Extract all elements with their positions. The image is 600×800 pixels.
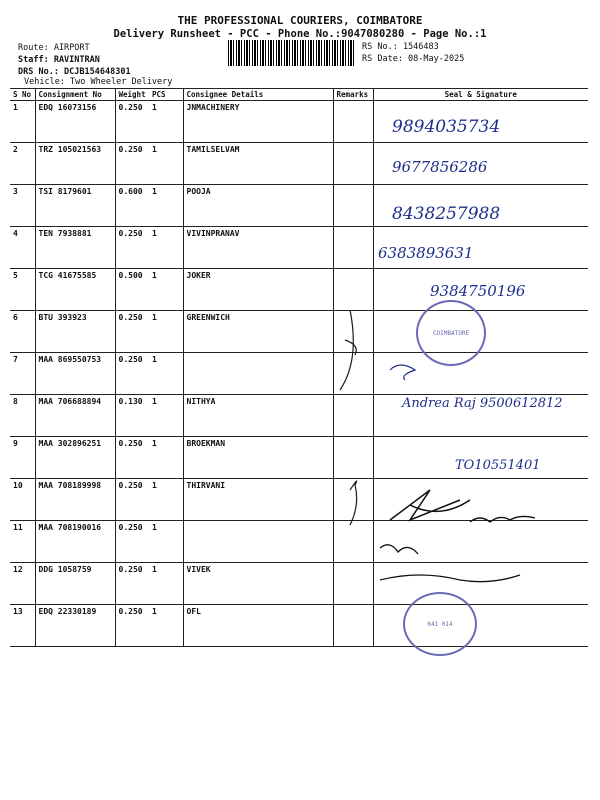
row-pcs: 1: [149, 563, 183, 605]
row-pcs: 1: [149, 521, 183, 563]
row-pcs: 1: [149, 605, 183, 647]
signature-9: TO10551401: [455, 458, 541, 473]
table-header: [10, 89, 588, 101]
row-pcs: 1: [149, 395, 183, 437]
col-weight: Weight: [115, 89, 149, 101]
row-weight: 0.250: [115, 143, 149, 185]
col-consignee: Consignee Details: [183, 89, 333, 101]
row-consignment-no: TRZ 105021563: [35, 143, 115, 185]
col-remarks: Remarks: [333, 89, 373, 101]
row-consignee: VIVINPRANAV: [183, 227, 333, 269]
row-pcs: 1: [149, 437, 183, 479]
row-remarks: [333, 101, 373, 143]
row-consignee: JOKER: [183, 269, 333, 311]
row-consignment-no: EDQ 16073156: [35, 101, 115, 143]
row-consignment-no: DDG 1058759: [35, 563, 115, 605]
rs-number: RS No.: 1546483: [362, 42, 439, 52]
row-sno: 5: [10, 269, 35, 311]
row-pcs: 1: [149, 479, 183, 521]
col-consignment: Consignment No: [35, 89, 115, 101]
signature-3: 8438257988: [392, 204, 501, 224]
row-sno: 8: [10, 395, 35, 437]
seal-stamp-2: 641 014: [403, 592, 477, 656]
row-remarks: [333, 227, 373, 269]
row-consignment-no: MAA 869550753: [35, 353, 115, 395]
row-consignment-no: EDQ 22330189: [35, 605, 115, 647]
table-row: [10, 185, 588, 227]
row-pcs: 1: [149, 311, 183, 353]
row-sno: 10: [10, 479, 35, 521]
table-row: [10, 227, 588, 269]
row-consignment-no: MAA 302896251: [35, 437, 115, 479]
row-consignee: GREENWICH: [183, 311, 333, 353]
row-consignment-no: MAA 708189998: [35, 479, 115, 521]
row-sno: 2: [10, 143, 35, 185]
row-weight: 0.500: [115, 269, 149, 311]
row-pcs: 1: [149, 185, 183, 227]
col-signature: Seal & Signature: [373, 89, 588, 101]
runsheet-subtitle: Delivery Runsheet - PCC - Phone No.:9047080280 - Page No.:1: [113, 28, 487, 40]
row-weight: 0.250: [115, 479, 149, 521]
row-pcs: 1: [149, 269, 183, 311]
row-consignment-no: BTU 393923: [35, 311, 115, 353]
row-sno: 9: [10, 437, 35, 479]
row-weight: 0.250: [115, 101, 149, 143]
table-row: [10, 143, 588, 185]
signature-4: 6383893631: [378, 244, 474, 262]
table-row: [10, 101, 588, 143]
row-weight: 0.250: [115, 521, 149, 563]
row-consignment-no: MAA 708190016: [35, 521, 115, 563]
row-remarks: [333, 143, 373, 185]
row-consignee: JNMACHINERY: [183, 101, 333, 143]
row-consignee: [183, 353, 333, 395]
row-consignee: VIVEK: [183, 563, 333, 605]
row-weight: 0.250: [115, 227, 149, 269]
row-consignee: THIRVANI: [183, 479, 333, 521]
row-consignment-no: MAA 706688894: [35, 395, 115, 437]
row-weight: 0.250: [115, 563, 149, 605]
company-title: THE PROFESSIONAL COURIERS, COIMBATORE: [177, 14, 423, 27]
row-weight: 0.600: [115, 185, 149, 227]
row-sno: 6: [10, 311, 35, 353]
signature-2: 9677856286: [392, 158, 488, 176]
vehicle: Vehicle: Two Wheeler Delivery: [24, 77, 173, 87]
row-pcs: 1: [149, 227, 183, 269]
row-pcs: 1: [149, 101, 183, 143]
row-weight: 0.250: [115, 311, 149, 353]
signature-5: 9384750196: [430, 282, 526, 300]
row-weight: 0.130: [115, 395, 149, 437]
row-sno: 3: [10, 185, 35, 227]
route: Route: AIRPORT: [18, 43, 90, 53]
drs-number: DRS No.: DCJB154648301: [18, 67, 131, 77]
row-consignee: OFL: [183, 605, 333, 647]
rs-date: RS Date: 08-May-2025: [362, 54, 465, 64]
row-remarks: [333, 185, 373, 227]
row-sno: 12: [10, 563, 35, 605]
row-consignment-no: TEN 7938881: [35, 227, 115, 269]
row-sno: 1: [10, 101, 35, 143]
staff: Staff: RAVINTRAN: [18, 55, 100, 65]
row-pcs: 1: [149, 143, 183, 185]
row-consignee: NITHYA: [183, 395, 333, 437]
row-consignee: BROEKMAN: [183, 437, 333, 479]
col-pcs: PCS: [149, 89, 183, 101]
row-sno: 7: [10, 353, 35, 395]
seal-stamp-1: COIMBATORE: [416, 300, 486, 366]
row-sno: 4: [10, 227, 35, 269]
row-consignee: [183, 521, 333, 563]
row-sno: 11: [10, 521, 35, 563]
row-weight: 0.250: [115, 437, 149, 479]
row-weight: 0.250: [115, 353, 149, 395]
row-consignment-no: TSI 8179601: [35, 185, 115, 227]
signature-1: 9894035734: [392, 117, 501, 137]
row-pcs: 1: [149, 353, 183, 395]
row-consignee: TAMILSELVAM: [183, 143, 333, 185]
row-consignee: POOJA: [183, 185, 333, 227]
row-sno: 13: [10, 605, 35, 647]
col-sno: S No: [10, 89, 35, 101]
row-weight: 0.250: [115, 605, 149, 647]
signature-8: Andrea Raj 9500612812: [402, 396, 563, 411]
row-consignment-no: TCG 41675585: [35, 269, 115, 311]
barcode: [228, 40, 354, 66]
